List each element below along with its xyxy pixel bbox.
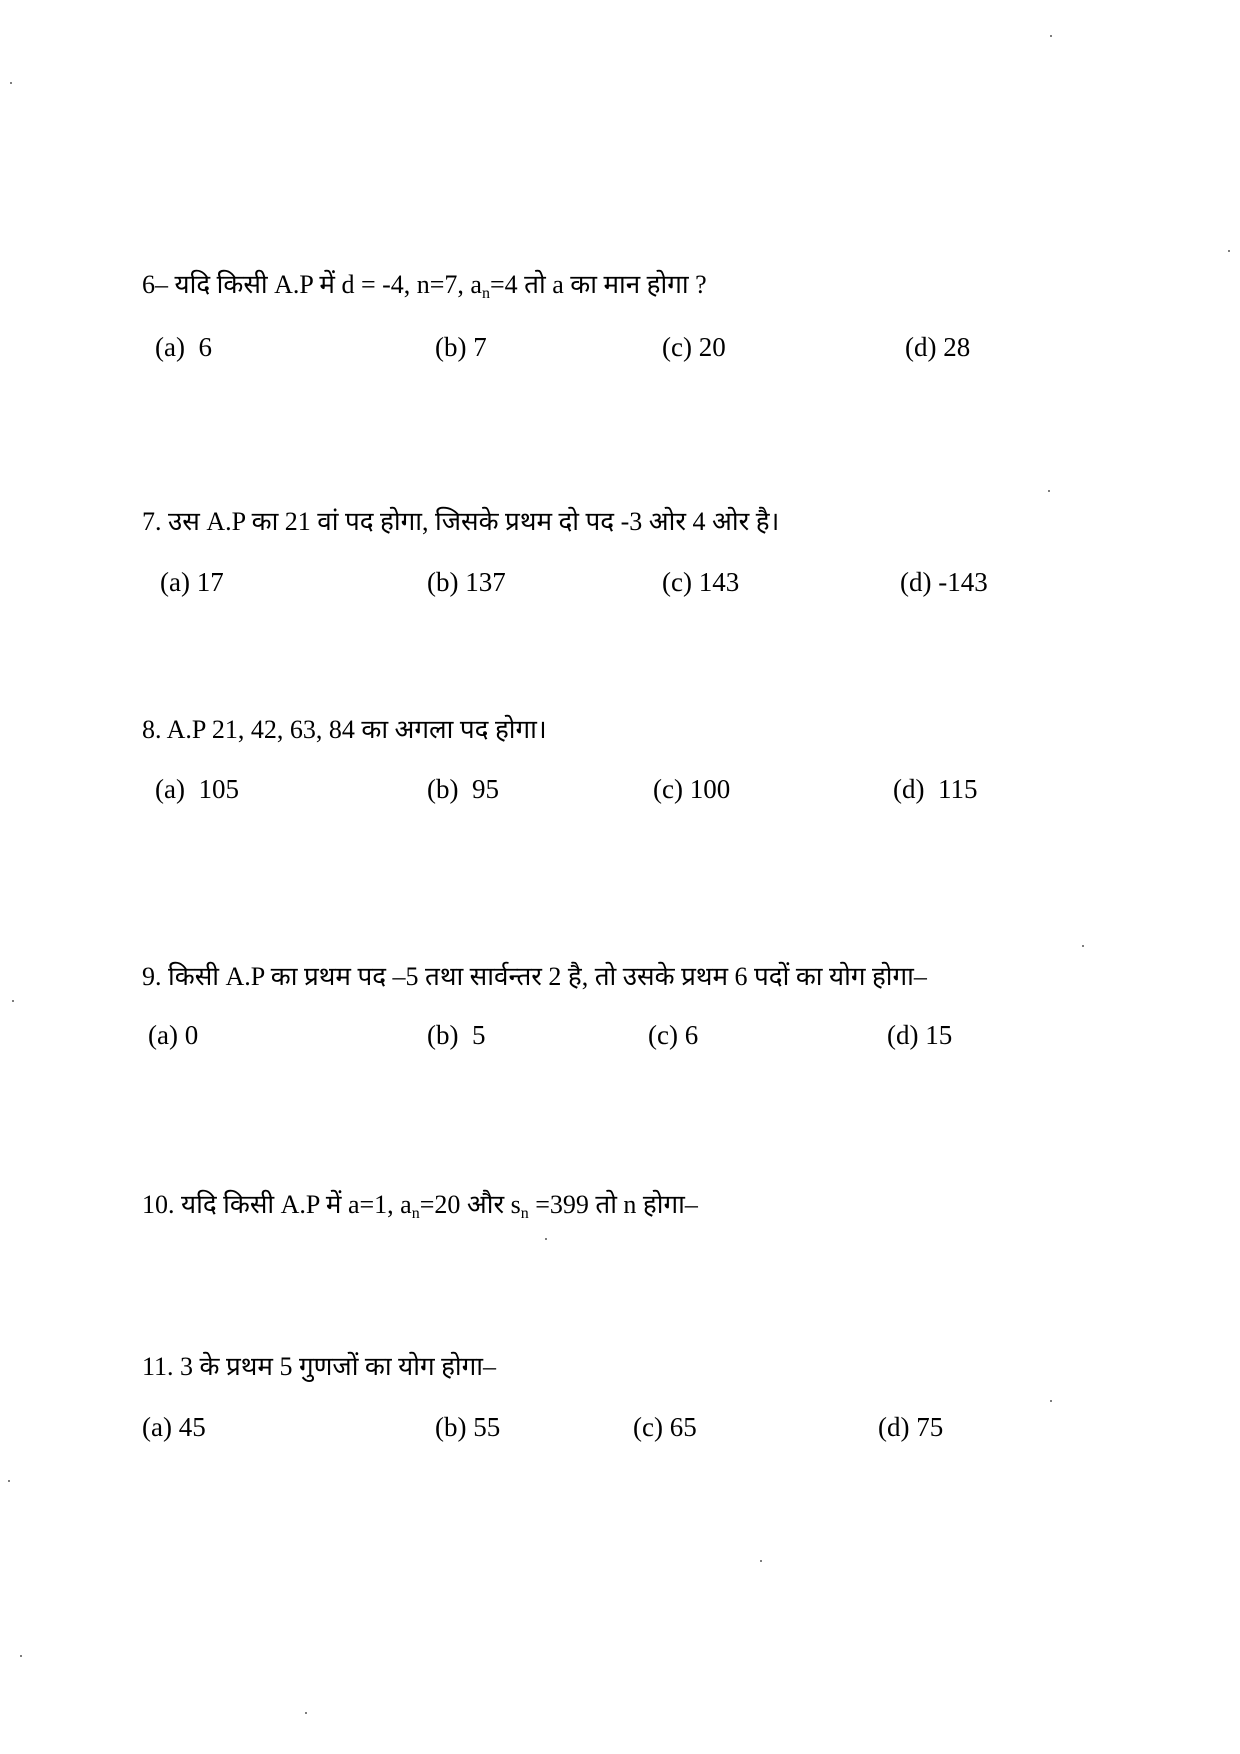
option-value: 6 — [198, 332, 212, 362]
question-8-number: 8. — [142, 715, 162, 744]
question-11-text — [142, 1350, 496, 1384]
question-6-option-c — [662, 330, 726, 364]
question-7-body: उस A.P का 21 वां पद होगा, जिसके प्रथम दो पद -3 ओर 4 ओर है। — [168, 507, 780, 536]
option-label: (d) — [893, 774, 925, 804]
option-value: 17 — [196, 567, 224, 597]
scan-speck — [20, 1655, 22, 1657]
option-label: (d) — [905, 332, 937, 362]
question-11-option-b — [435, 1410, 500, 1444]
question-7-option-a — [160, 565, 224, 599]
question-6-option-b — [435, 330, 487, 364]
scan-speck — [1048, 490, 1050, 492]
question-7-option-d — [900, 565, 988, 599]
option-value: 45 — [178, 1412, 206, 1442]
scan-speck — [12, 1000, 14, 1002]
option-label: (d) — [878, 1412, 910, 1442]
option-label: (a) — [155, 774, 185, 804]
question-10-text — [142, 1188, 698, 1222]
option-label: (b) — [427, 1020, 459, 1050]
question-6-text — [142, 268, 707, 302]
question-8-option-b — [427, 772, 499, 806]
question-10-text-part2: =20 और s — [419, 1190, 521, 1219]
option-value: 15 — [925, 1020, 953, 1050]
question-8-option-d — [893, 772, 977, 806]
option-value: 55 — [473, 1412, 501, 1442]
question-9-number: 9. — [142, 962, 162, 991]
question-10-text-part3: =399 तो n होगा– — [528, 1190, 698, 1219]
option-label: (a) — [142, 1412, 172, 1442]
question-6-text-part1: यदि किसी A.P में d = -4, n=7, a — [174, 270, 482, 299]
question-11-option-d — [878, 1410, 943, 1444]
question-8-option-c — [653, 772, 730, 806]
question-10-text-part1: यदि किसी A.P में a=1, a — [181, 1190, 412, 1219]
question-8-body: A.P 21, 42, 63, 84 का अगला पद होगा। — [166, 715, 547, 744]
option-label: (c) — [648, 1020, 678, 1050]
option-label: (a) — [148, 1020, 178, 1050]
scan-speck — [760, 1560, 762, 1562]
option-label: (a) — [155, 332, 185, 362]
question-9-option-d — [887, 1018, 952, 1052]
option-label: (b) — [427, 567, 459, 597]
option-label: (b) — [427, 774, 459, 804]
question-6-option-d — [905, 330, 970, 364]
option-value: 5 — [471, 1020, 486, 1050]
option-label: (c) — [662, 332, 692, 362]
option-value: -143 — [938, 567, 988, 597]
question-8-text — [142, 713, 547, 747]
option-label: (c) — [653, 774, 683, 804]
scan-speck — [10, 82, 12, 84]
option-value: 143 — [698, 567, 740, 597]
option-label: (d) — [887, 1020, 919, 1050]
option-label: (b) — [435, 332, 467, 362]
question-7-option-b — [427, 565, 506, 599]
question-10-subscript-n-1: n — [411, 1205, 420, 1222]
option-value: 65 — [669, 1412, 697, 1442]
option-label: (b) — [435, 1412, 467, 1442]
question-10-subscript-n-2: n — [520, 1205, 529, 1222]
question-10-number: 10. — [142, 1190, 175, 1219]
question-6-subscript-n: n — [481, 285, 490, 302]
option-value: 20 — [698, 332, 726, 362]
scan-speck — [1228, 250, 1230, 252]
option-label: (c) — [633, 1412, 663, 1442]
scan-speck — [8, 1480, 10, 1482]
question-6-text-part2: =4 तो a का मान होगा ? — [489, 270, 707, 299]
option-value: 6 — [684, 1020, 699, 1050]
option-value: 75 — [916, 1412, 944, 1442]
question-11-number: 11. — [142, 1352, 174, 1381]
scan-speck — [1050, 1400, 1052, 1402]
question-9-option-c — [648, 1018, 698, 1052]
option-value: 28 — [943, 332, 971, 362]
scan-speck — [1082, 945, 1084, 947]
scan-speck — [1050, 35, 1052, 37]
option-value: 137 — [465, 567, 506, 597]
option-value: 7 — [473, 332, 487, 362]
option-label: (a) — [160, 567, 190, 597]
question-11-body: 3 के प्रथम 5 गुणजों का योग होगा– — [180, 1352, 496, 1381]
question-9-text — [142, 960, 927, 994]
option-value: 95 — [471, 774, 499, 804]
question-6-option-a — [155, 330, 212, 364]
option-value: 0 — [184, 1020, 199, 1050]
option-value: 100 — [689, 774, 731, 804]
question-11-option-c — [633, 1410, 697, 1444]
question-8-option-a — [155, 772, 239, 806]
scan-speck — [305, 1712, 307, 1714]
option-value: 115 — [937, 774, 978, 804]
option-label: (d) — [900, 567, 932, 597]
question-9-option-b — [427, 1018, 485, 1052]
question-9-option-a — [148, 1018, 198, 1052]
question-7-text — [142, 505, 779, 539]
question-6-number: 6– — [142, 270, 168, 299]
question-11-option-a — [142, 1410, 206, 1444]
scan-speck — [545, 1238, 547, 1240]
question-7-number: 7. — [142, 507, 162, 536]
option-label: (c) — [662, 567, 692, 597]
question-9-body: किसी A.P का प्रथम पद –5 तथा सार्वन्तर 2 है, तो उसके प्रथम 6 पदों का योग होगा– — [168, 962, 927, 991]
option-value: 105 — [198, 774, 239, 804]
question-7-option-c — [662, 565, 739, 599]
